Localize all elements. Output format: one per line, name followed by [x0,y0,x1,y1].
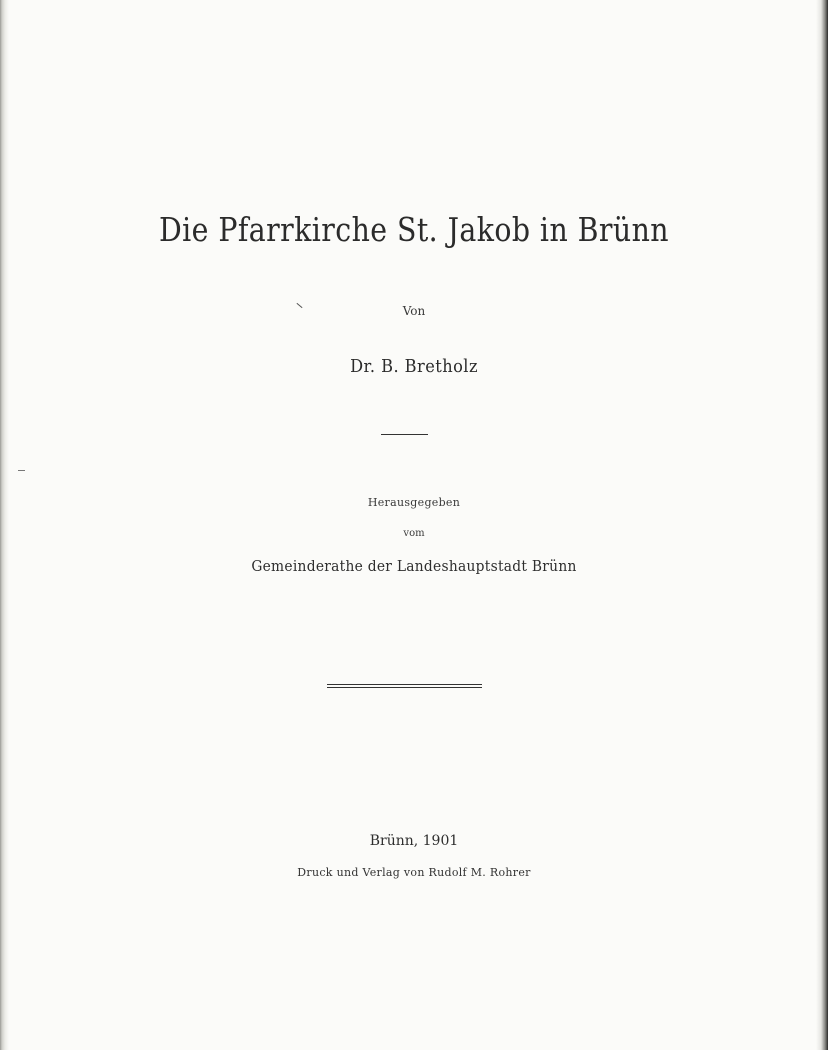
double-divider [327,684,482,688]
author-name: Dr. B. Bretholz [350,356,478,377]
from-label: vom [403,528,425,539]
published-label: Herausgegeben [367,496,461,509]
by-label: Von [402,304,426,318]
publisher-body: Gemeinderathe der Landeshauptstadt Brünn [251,557,577,575]
place-and-year: Brünn, 1901 [369,833,459,849]
short-divider [381,434,428,435]
page-right-edge [816,0,828,1050]
page-left-edge [0,0,9,1050]
book-title: Die Pfarrkirche St. Jakob in Brünn [158,210,670,249]
printer-line: Druck und Verlag von Rudolf M. Rohrer [297,866,531,879]
margin-mark [18,470,25,471]
